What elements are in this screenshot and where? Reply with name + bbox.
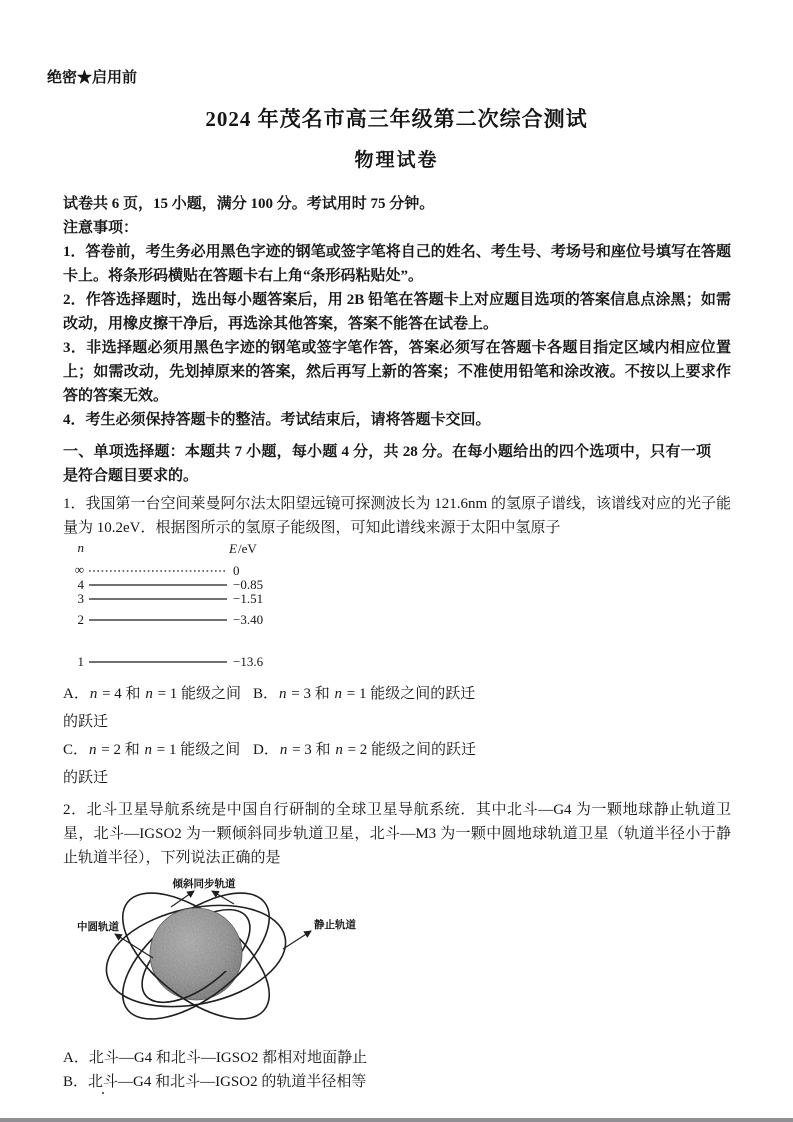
q1-option-b-text2: = 1 能级之间的跃迁 [342, 686, 476, 702]
q1-options-row-2 [63, 736, 731, 792]
stray-ink-dot [102, 1092, 104, 1094]
q1-option-a-text2: = 1 能级之间的跃迁 [63, 686, 242, 730]
level-energy-1: −13.6 [233, 654, 264, 669]
page-bottom-edge [0, 1118, 793, 1122]
energy-level-diagram [63, 542, 303, 680]
note-item-3: 3．非选择题必须用黑色字迹的钢笔或签字笔作答，答案必须写在答题卡各题目指定区域内相应位置上；如需改动，先划掉原来的答案，然后再写上新的答案；不准使用铅笔和涂改液。不按以上要求作答的答案无效。 [63, 340, 731, 404]
section-1-heading: 一、单项选择题：本题共 7 小题，每小题 4 分，共 28 分。在每小题给出的四个选项中，只有一项是符合题目要求的。 [63, 444, 711, 484]
geostationary-orbit-leader [283, 931, 311, 949]
column-n-label: n [77, 542, 84, 555]
q1-option-a-text1: = 4 和 [98, 686, 145, 702]
medium-orbit-label: 中圆轨道 [77, 921, 119, 933]
q1-option-b [253, 680, 475, 736]
level-energy-2: −3.40 [233, 612, 264, 627]
level-n-3: 3 [77, 591, 84, 606]
level-energy-infinity: 0 [233, 563, 240, 578]
q2-option-a-letter: A． [63, 1050, 89, 1066]
q1-option-c-text1: = 2 和 [97, 742, 144, 758]
q2-option-b [63, 1070, 731, 1094]
level-energy-3: −1.51 [233, 591, 264, 606]
exam-title: 2024 年茂名市高三年级第二次综合测试 [205, 107, 588, 131]
q1-option-a-letter: A． [63, 686, 89, 702]
q2-options [63, 1046, 731, 1094]
q2-option-a-text: 北斗—G4 和北斗—IGSO2 都相对地面静止 [88, 1050, 368, 1066]
q2-option-b-text: 北斗—G4 和北斗—IGSO2 的轨道半径相等 [88, 1074, 367, 1090]
q1-option-c-var2: n [144, 742, 152, 758]
column-e-label: E [229, 542, 237, 556]
q2-option-a [63, 1046, 731, 1070]
q1-option-d-var1: n [279, 742, 288, 758]
inclined-orbit-leader-left [171, 891, 194, 907]
q1-option-b-var2: n [334, 686, 342, 702]
q1-option-d-text1: = 3 和 [288, 742, 335, 758]
page-content [63, 192, 731, 1094]
q2-option-b-letter: B． [63, 1074, 89, 1090]
question-2-text: 2．北斗卫星导航系统是中国自行研制的全球卫星导航系统．其中北斗—G4 为一颗地球静止轨道卫星，北斗—IGSO2 为一颗倾斜同步轨道卫星，北斗—M3 为一颗中圆地球轨道卫星（轨道半径小于静止轨道半径），下列说法正确的是 [63, 802, 731, 866]
note-item-1: 1．答卷前，考生务必用黑色字迹的钢笔或签字笔将自己的姓名、考生号、考场号和座位号填写在答题卡上。将条形码横贴在答题卡右上角“条形码粘贴处”。 [63, 244, 731, 284]
level-n-2: 2 [77, 612, 84, 627]
note-item-4: 4．考生必须保持答题卡的整洁。考试结束后，请将答题卡交回。 [63, 412, 491, 428]
question-1-text: 1．我国第一台空间莱曼阿尔法太阳望远镜可探测波长为 121.6nm 的氢原子谱线，该谱线对应的光子能量为 10.2eV．根据图所示的氢原子能级图，可知此谱线来源于太阳中氢原子 [63, 496, 731, 536]
level-energy-4: −0.85 [233, 577, 264, 592]
q1-option-c-var1: n [89, 742, 97, 758]
classified-banner: 绝密★启用前 [47, 70, 138, 86]
earth-texture [150, 908, 242, 1000]
q1-option-a [63, 680, 253, 736]
q1-options-row-1 [63, 680, 731, 736]
q1-option-b-text1: = 3 和 [287, 686, 334, 702]
q1-option-a-var2: n [145, 686, 153, 702]
notes-heading: 注意事项： [63, 220, 139, 236]
q1-option-c-text2: = 1 能级之间的跃迁 [63, 742, 241, 786]
exam-info-line: 试卷共 6 页，15 小题，满分 100 分。考试用时 75 分钟。 [63, 196, 435, 212]
q1-option-c-letter: C． [63, 742, 89, 758]
column-e-unit: /eV [238, 542, 257, 556]
medium-orbit-leader [115, 934, 153, 958]
orbit-diagram [71, 874, 381, 1044]
level-n-infinity: ∞ [74, 562, 84, 577]
q1-option-d [253, 736, 476, 792]
level-n-4: 4 [77, 577, 84, 592]
q1-option-d-letter: D． [253, 742, 279, 758]
exam-subtitle: 物理试卷 [354, 150, 439, 171]
geostationary-orbit-label: 静止轨道 [314, 919, 356, 931]
level-n-1: 1 [77, 654, 84, 669]
q1-option-b-var1: n [279, 686, 287, 702]
inclined-orbit-label: 倾斜同步轨道 [172, 878, 236, 890]
q1-option-b-letter: B． [253, 686, 279, 702]
q1-option-d-var2: n [335, 742, 343, 758]
q1-option-a-var1: n [89, 686, 98, 702]
note-item-2: 2．作答选择题时，选出每小题答案后，用 2B 铅笔在答题卡上对应题目选项的答案信息点涂黑；如需改动，用橡皮擦干净后，再选涂其他答案，答案不能答在试卷上。 [63, 292, 731, 332]
q1-option-d-text2: = 2 能级之间的跃迁 [343, 742, 477, 758]
q1-option-c [63, 736, 253, 792]
